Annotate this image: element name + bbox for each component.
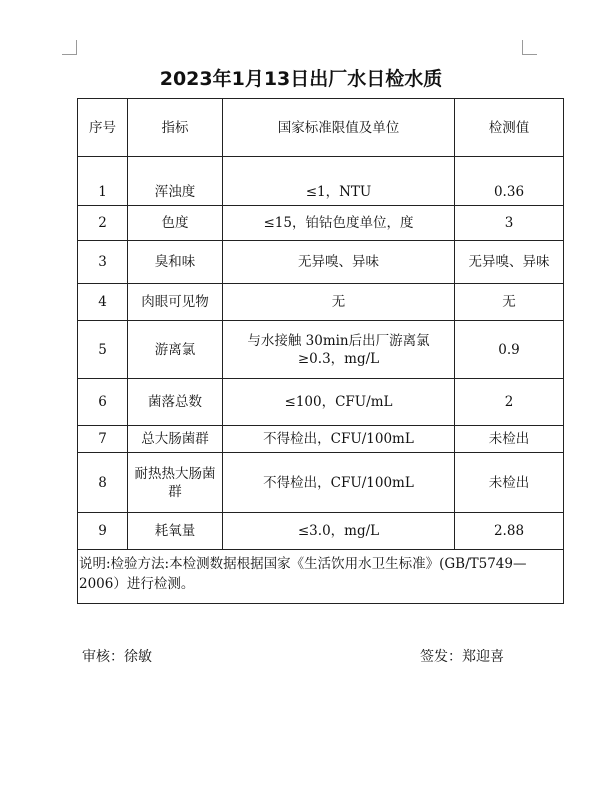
cell-limit: 与水接触 30min后出厂游离氯≥0.3，mg/L [223, 321, 455, 379]
cell-limit: 无异嗅、异味 [223, 241, 455, 284]
header-item: 指标 [128, 99, 223, 157]
cell-no: 8 [78, 453, 128, 513]
page-corner-mark-right [522, 40, 537, 55]
cell-limit: 不得检出，CFU/100mL [223, 426, 455, 453]
cell-no: 1 [78, 157, 128, 206]
cell-no: 6 [78, 379, 128, 426]
cell-item: 耗氧量 [128, 513, 223, 550]
cell-value: 未检出 [455, 426, 564, 453]
table-row [78, 426, 564, 453]
cell-item: 臭和味 [128, 241, 223, 284]
table-row [78, 241, 564, 284]
cell-item: 游离氯 [128, 321, 223, 379]
cell-no: 3 [78, 241, 128, 284]
cell-item: 浑浊度 [128, 157, 223, 206]
document-title: 2023年1月13日出厂水日检水质 [159, 68, 443, 90]
table-row [78, 321, 564, 379]
table-row [78, 513, 564, 550]
cell-no: 4 [78, 284, 128, 321]
header-value: 检测值 [455, 99, 564, 157]
table-row [78, 284, 564, 321]
cell-limit: ≤3.0，mg/L [223, 513, 455, 550]
table-row [78, 379, 564, 426]
cell-value: 未检出 [455, 453, 564, 513]
cell-limit: ≤15，铂钴色度单位，度 [223, 206, 455, 241]
cell-limit: ≤1，NTU [223, 157, 455, 206]
cell-value: 无异嗅、异味 [455, 241, 564, 284]
cell-value: 2.88 [455, 513, 564, 550]
cell-no: 5 [78, 321, 128, 379]
table-row [78, 157, 564, 206]
table-note: 说明:检验方法:本检测数据根据国家《生活饮用水卫生标准》(GB/T5749—2006）进行检测。 [78, 550, 564, 604]
cell-value: 0.36 [455, 157, 564, 206]
cell-limit: ≤100，CFU/mL [223, 379, 455, 426]
reviewer-signature: 审核：徐敏 [82, 649, 152, 665]
cell-value: 0.9 [455, 321, 564, 379]
cell-limit: 不得检出，CFU/100mL [223, 453, 455, 513]
cell-no: 2 [78, 206, 128, 241]
header-no: 序号 [78, 99, 128, 157]
cell-item: 肉眼可见物 [128, 284, 223, 321]
page-corner-mark-left [62, 40, 77, 55]
cell-no: 9 [78, 513, 128, 550]
cell-item: 耐热热大肠菌群 [128, 453, 223, 513]
header-limit: 国家标准限值及单位 [223, 99, 455, 157]
issuer-signature: 签发：郑迎喜 [420, 649, 504, 665]
table-header-row [78, 99, 564, 157]
table-note-row [78, 550, 564, 604]
cell-item: 色度 [128, 206, 223, 241]
cell-value: 2 [455, 379, 564, 426]
cell-item: 总大肠菌群 [128, 426, 223, 453]
cell-no: 7 [78, 426, 128, 453]
water-quality-table [77, 98, 564, 604]
table-row [78, 453, 564, 513]
table-row [78, 206, 564, 241]
cell-limit: 无 [223, 284, 455, 321]
cell-value: 3 [455, 206, 564, 241]
cell-item: 菌落总数 [128, 379, 223, 426]
cell-value: 无 [455, 284, 564, 321]
